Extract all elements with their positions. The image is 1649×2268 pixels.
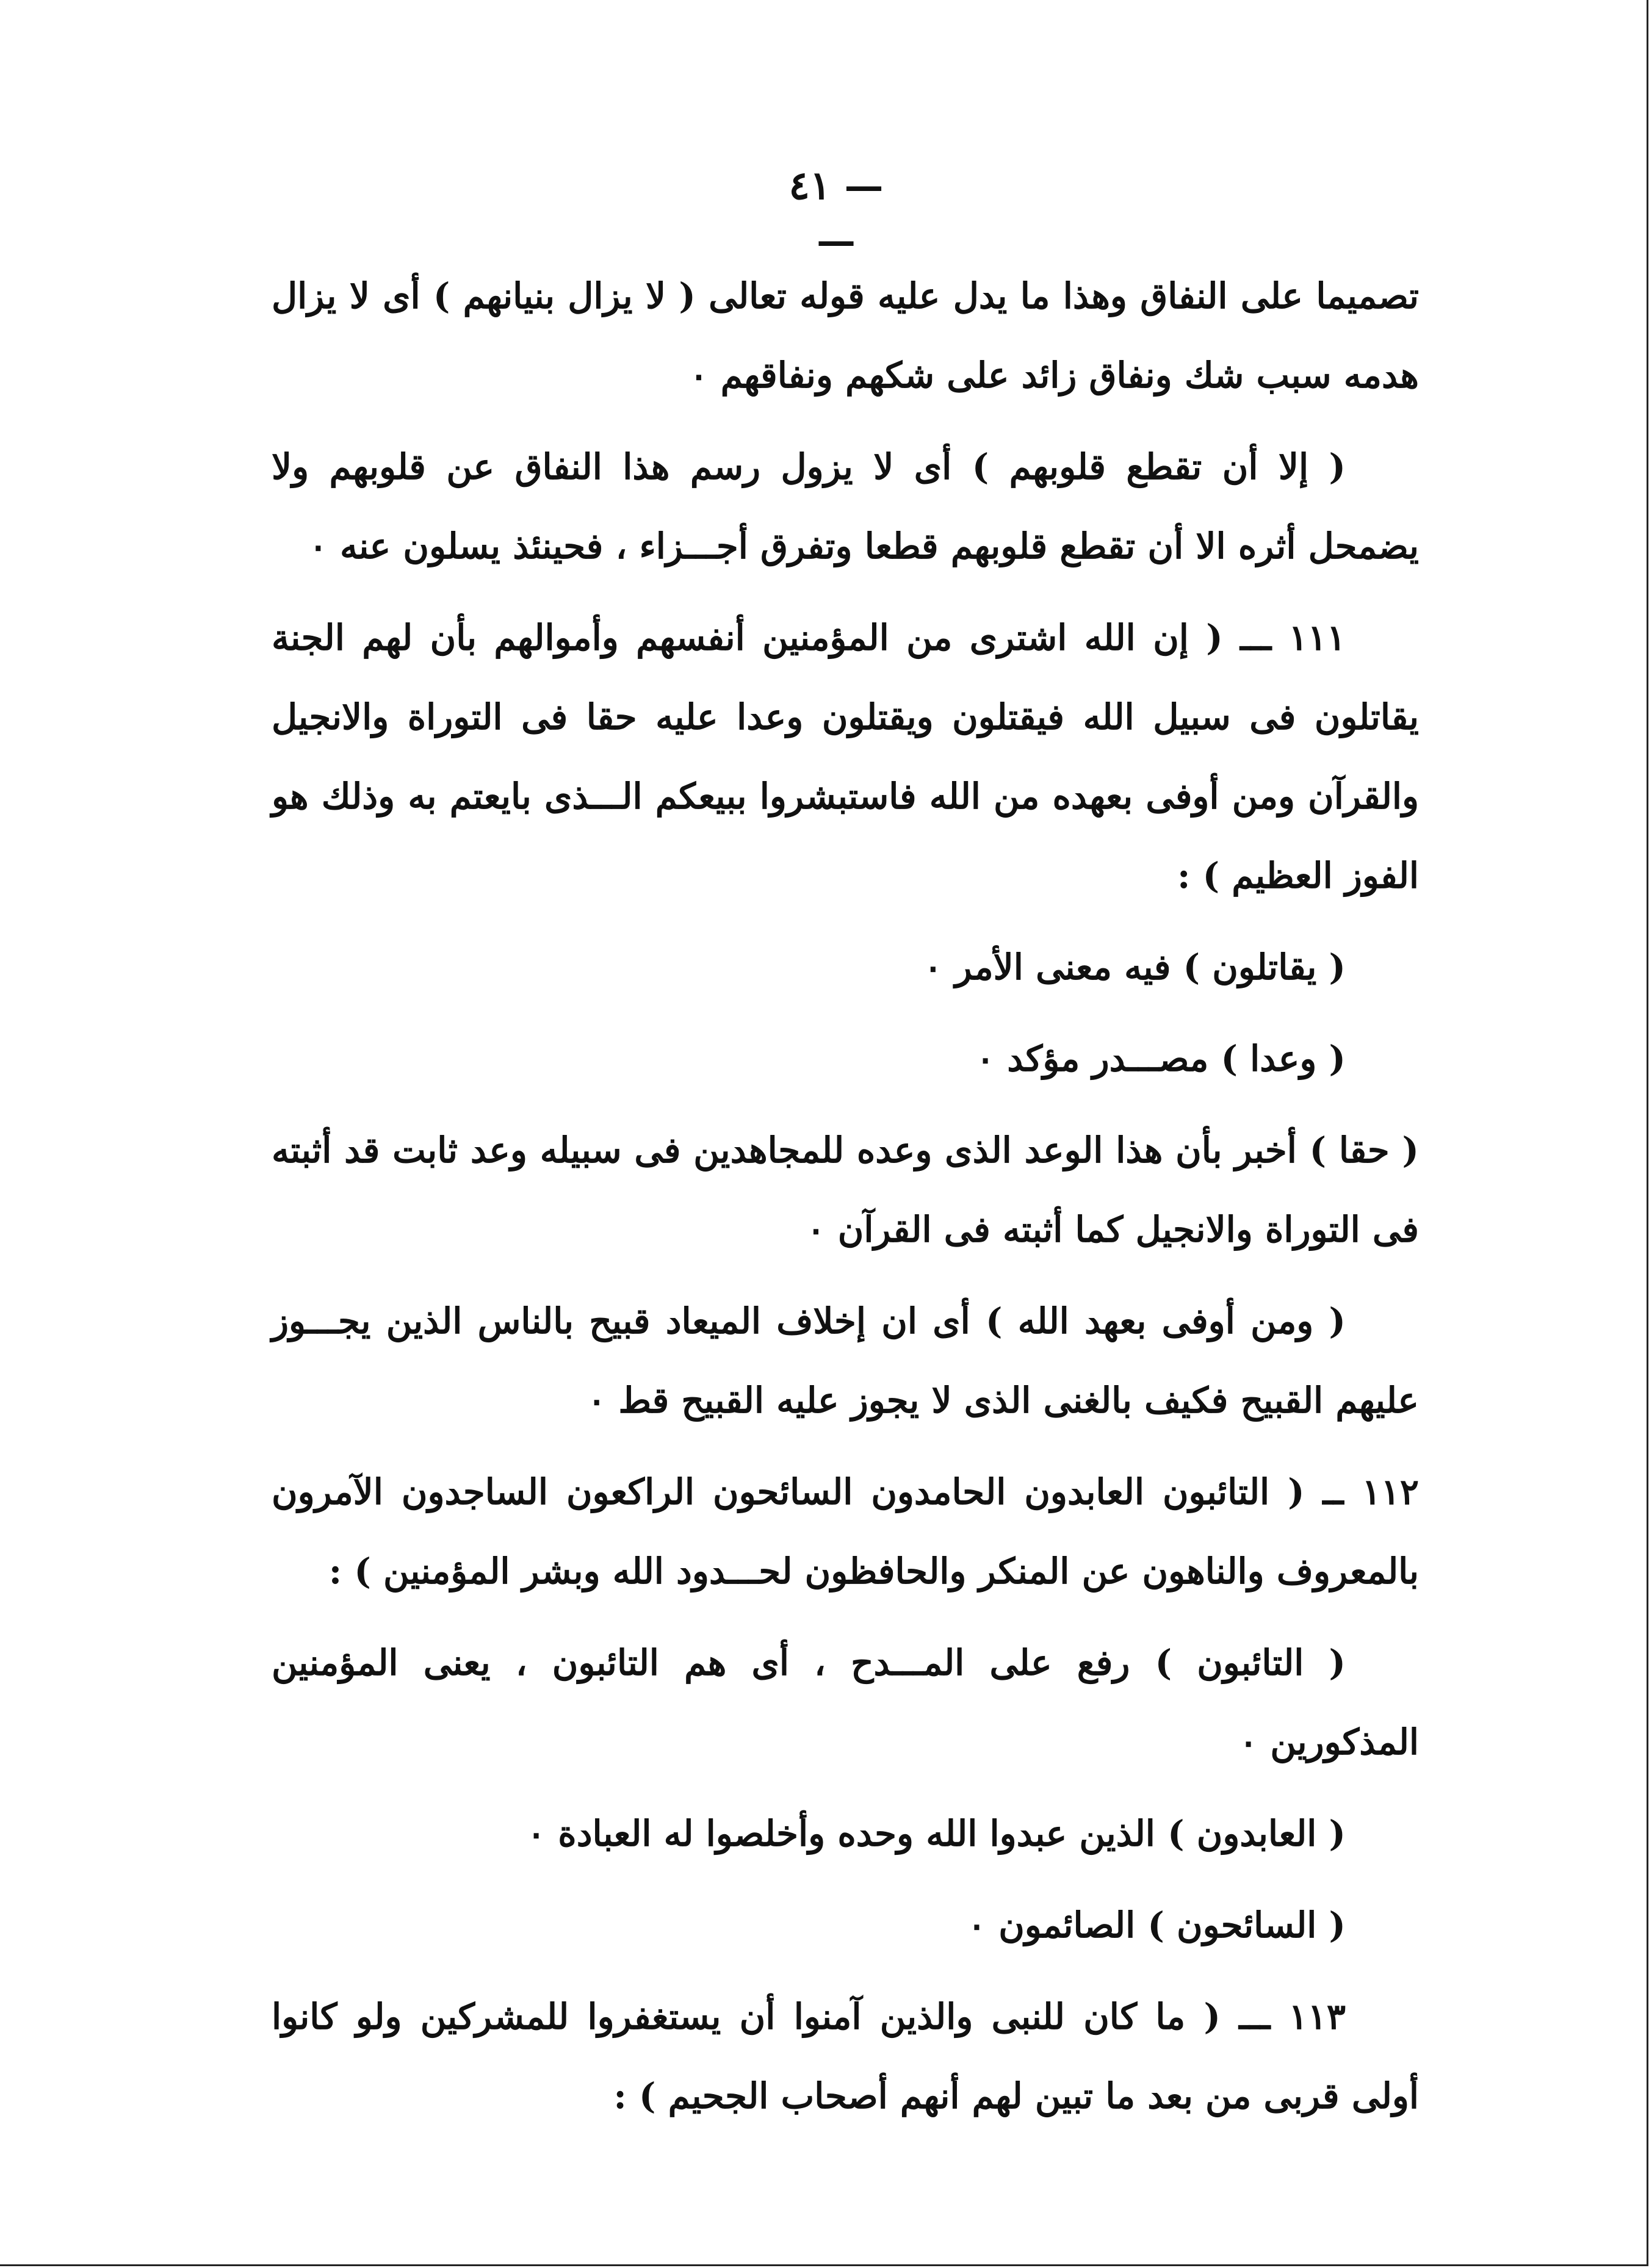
paragraph-10: ( العابدون ) الذين عبدوا الله وحده وأخلصوا له العبادة ٠ (526, 1813, 1346, 1854)
paragraph-5: ( وعدا ) مصـــدر مؤكد ٠ (975, 1038, 1346, 1079)
paragraph-2: ( إلا أن تقطع قلوبهم ) أى لا يزول رسم هذا النفاق عن قلوبهم ولا يضمحل أثره الا أن تقطع قلوبهم قطعا وتفرق أجـــزاء ، فحينئذ يسلون عنه ٠ (272, 446, 1419, 567)
page-number: — ٤١ — (788, 163, 884, 264)
paragraph-verse-112: ١١٢ ــ ( التائبون العابدون الحامدون السائحون الراكعون الساجدون الآمرون بالمعروف والناهون عن المنكر والحافظون لحـــدود الله وبشر المؤمنين ) : (272, 1471, 1419, 1592)
paragraph-6: ( حقا ) أخبر بأن هذا الوعد الذى وعده للمجاهدين فى سبيله وعد ثابت قد أثبته فى التوراة والانجيل كما أثبته فى القرآن ٠ (272, 1129, 1419, 1250)
paragraph-7: ( ومن أوفى بعهد الله ) أى ان إخلاف الميعاد قبيح بالناس الذين يجـــوز عليهم القبيح فكيف بالغنى الذى لا يجوز عليه القبيح قط ٠ (272, 1300, 1419, 1421)
paragraph-verse-113: ١١٣ ـــ ( ما كان للنبى والذين آمنوا أن يستغفروا للمشركين ولو كانوا أولى قربى من بعد ما تبين لهم أنهم أصحاب الجحيم ) : (272, 1996, 1419, 2117)
paragraph-11: ( السائحون ) الصائمون ٠ (967, 1904, 1346, 1946)
page-body (272, 256, 1419, 2148)
paragraph-4: ( يقاتلون ) فيه معنى الأمر ٠ (923, 946, 1346, 988)
paragraph-verse-111: ١١١ ـــ ( إن الله اشترى من المؤمنين أنفسهم وأموالهم بأن لهم الجنة يقاتلون فى سبيل الله فيقتلون ويقتلون وعدا عليه حقا فى التوراة والانجيل والقرآن ومن أوفى بعهده من الله فاستبشروا ببيعكم الـــذى بايعتم به وذلك هو الفوز العظيم ) : (272, 617, 1419, 896)
paragraph-1: تصميما على النفاق وهذا ما يدل عليه قوله تعالى ( لا يزال بنيانهم ) أى لا يزال هدمه سبب شك ونفاق زائد على شكهم ونفاقهم ٠ (272, 275, 1419, 396)
paragraph-9: ( التائبون ) رفع على المـــدح ، أى هم التائبون ، يعنى المؤمنين المذكورين ٠ (272, 1642, 1419, 1763)
